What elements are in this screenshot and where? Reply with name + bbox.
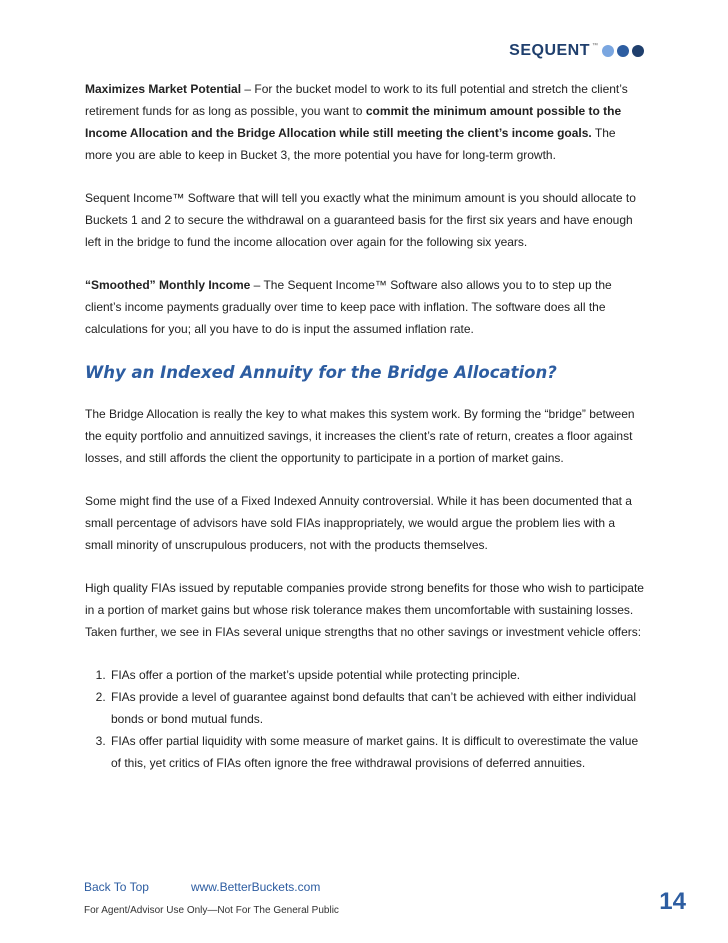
footer-nav <box>84 880 362 894</box>
list-item: 2. FIAs provide a level of guarantee against bond defaults that can’t be achieved with either individual bonds or bond mutual funds. <box>109 686 645 730</box>
list-item: 1. FIAs offer a portion of the market’s upside potential while protecting principle. <box>109 664 645 686</box>
section-heading: Why an Indexed Annuity for the Bridge Allocation? <box>85 363 557 382</box>
logo-dots-icon <box>602 45 644 57</box>
paragraph-fia-controversy: Some might find the use of a Fixed Indexed Annuity controversial. While it has been documented that a small percentage of advisors have sold FIAs inappropriately, we would argue the problem lies with a small minority of unscrupulous producers, not with the products themselves. <box>85 494 632 552</box>
paragraph-text: – For the bucket model to work to its full potential and stretch the client’s retirement funds for as long as possible, you want to <box>85 82 628 118</box>
footer-disclaimer: For Agent/Advisor Use Only—Not For The General Public <box>84 905 339 916</box>
logo-dot-light <box>602 45 614 57</box>
paragraph-text: – The Sequent Income™ Software also allows you to to step up the client’s income payments gradually over time to keep pace with inflation. The software does all the calculations for you; all you have to do is input the assumed inflation rate. <box>85 278 612 336</box>
paragraph-smoothed-income <box>85 274 645 340</box>
website-link[interactable]: www.BetterBuckets.com <box>190 880 321 894</box>
paragraph-emphasis: commit the minimum amount possible to the Income Allocation and the Bridge Allocation while still meeting the client’s income goals. <box>85 104 622 140</box>
logo-trademark: ™ <box>592 43 598 49</box>
paragraph-software: Sequent Income™ Software that will tell you exactly what the minimum amount is you should allocate to Buckets 1 and 2 to secure the withdrawal on a guaranteed basis for the first six years and have enough left in the bridge to fund the income allocation over again for the following six years. <box>85 191 636 249</box>
fia-strengths-list <box>85 664 645 774</box>
paragraph-lead: “Smoothed” Monthly Income <box>85 278 251 292</box>
logo-dot-dark <box>632 45 644 57</box>
document-body <box>85 78 645 774</box>
paragraph-bridge-allocation: The Bridge Allocation is really the key to what makes this system work. By forming the “bridge” between the equity portfolio and annuitized savings, it increases the client’s rate of return, creates a floor against losses, and still affords the client the opportunity to participate in a portion of market gains. <box>85 407 635 465</box>
logo-dot-mid <box>617 45 629 57</box>
page-number: 14 <box>659 888 686 915</box>
list-item: 3. FIAs offer partial liquidity with some measure of market gains. It is difficult to overestimate the value of this, yet critics of FIAs often ignore the free withdrawal provisions of deferred annuities. <box>109 730 645 774</box>
paragraph-market-potential <box>85 78 645 166</box>
logo-text: SEQUENT <box>509 42 590 59</box>
paragraph-lead: Maximizes Market Potential <box>85 82 242 96</box>
paragraph-text: The more you are able to keep in Bucket 3, the more potential you have for long-term growth. <box>85 126 616 162</box>
back-to-top-link[interactable]: Back To Top <box>84 880 149 894</box>
paragraph-fia-benefits: High quality FIAs issued by reputable companies provide strong benefits for those who wish to participate in a portion of market gains but whose risk tolerance makes them uncomfortable with sustaining losses. Taken further, we see in FIAs several unique strengths that no other savings or investment vehicle offers: <box>85 581 644 639</box>
sequent-logo <box>509 42 644 60</box>
